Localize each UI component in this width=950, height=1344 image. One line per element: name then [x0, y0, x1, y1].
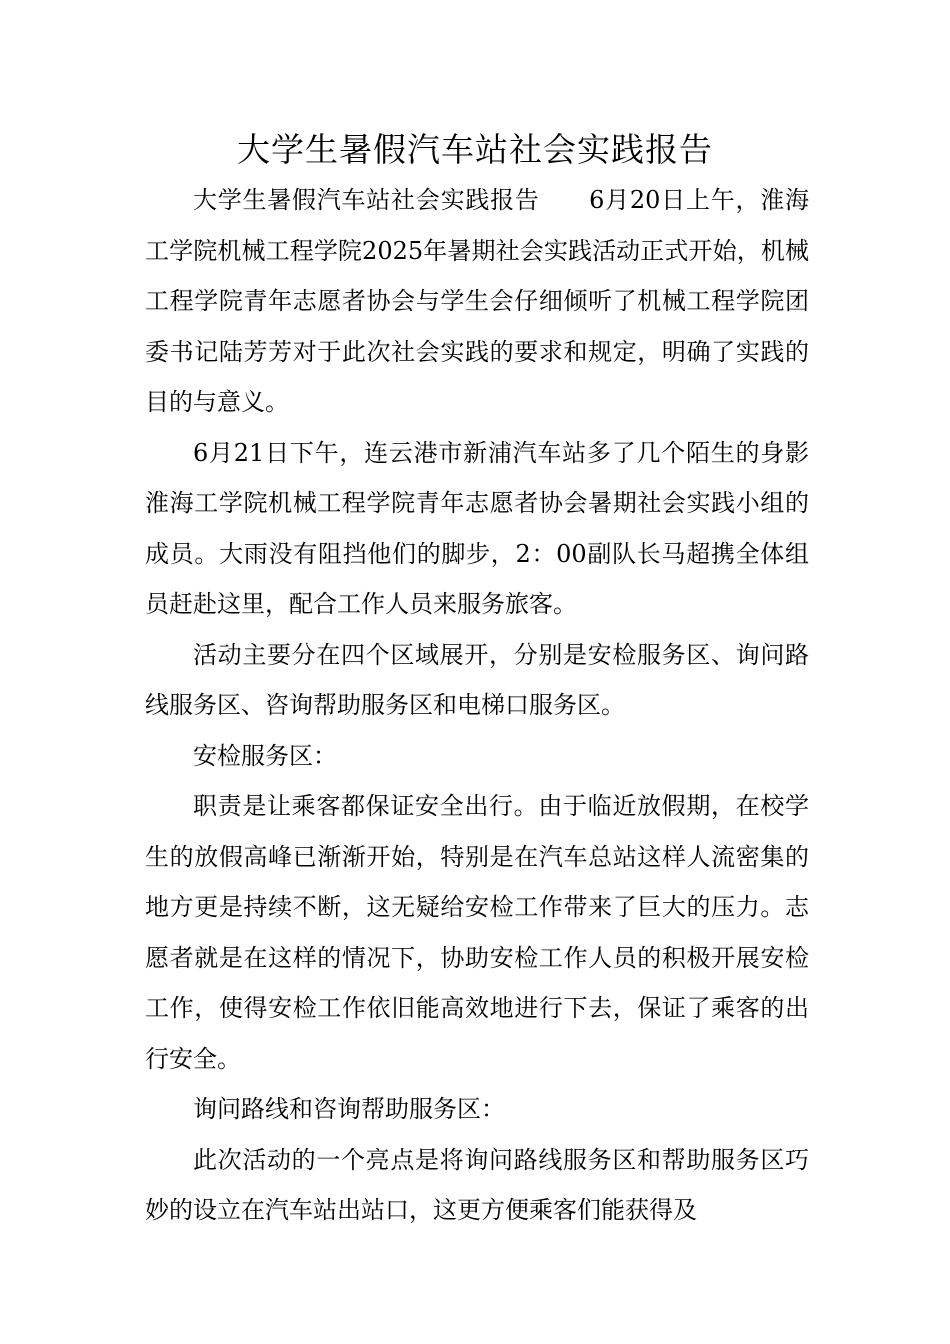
paragraph: 6月21日下午，连云港市新浦汽车站多了几个陌生的身影淮海工学院机械工程学院青年志愿者协会暑期社会实践小组的成员。大雨没有阻挡他们的脚步，2：00副队长马超携全体组员赶赴这里，配合工作人员来服务旅客。 — [145, 438, 809, 618]
paragraph: 活动主要分在四个区域展开，分别是安检服务区、询问路线服务区、咨询帮助服务区和电梯口服务区。 — [145, 640, 809, 719]
paragraph: 此次活动的一个亮点是将询问路线服务区和帮助服务区巧妙的设立在汽车站出站口，这更方便乘客们能获得及 — [145, 1145, 809, 1224]
paragraph: 职责是让乘客都保证安全出行。由于临近放假期，在校学生的放假高峰已渐渐开始，特别是在汽车总站这样人流密集的地方更是持续不断，这无疑给安检工作带来了巨大的压力。志愿者就是在这样的情况下，协助安检工作人员的积极开展安检工作，使得安检工作依旧能高效地进行下去，保证了乘客的出行安全。 — [145, 792, 809, 1073]
document-title: 大学生暑假汽车站社会实践报告 — [237, 130, 713, 169]
paragraph: 大学生暑假汽车站社会实践报告 6月20日上午，淮海工学院机械工程学院2025年暑期社会实践活动正式开始，机械工程学院青年志愿者协会与学生会仔细倾听了机械工程学院团委书记陆芳芳对于此次社会实践的要求和规定，明确了实践的目的与意义。 — [145, 186, 809, 416]
section-heading: 安检服务区： — [193, 741, 337, 770]
document-body — [145, 175, 809, 1236]
section-heading: 询问路线和咨询帮助服务区： — [193, 1095, 505, 1123]
